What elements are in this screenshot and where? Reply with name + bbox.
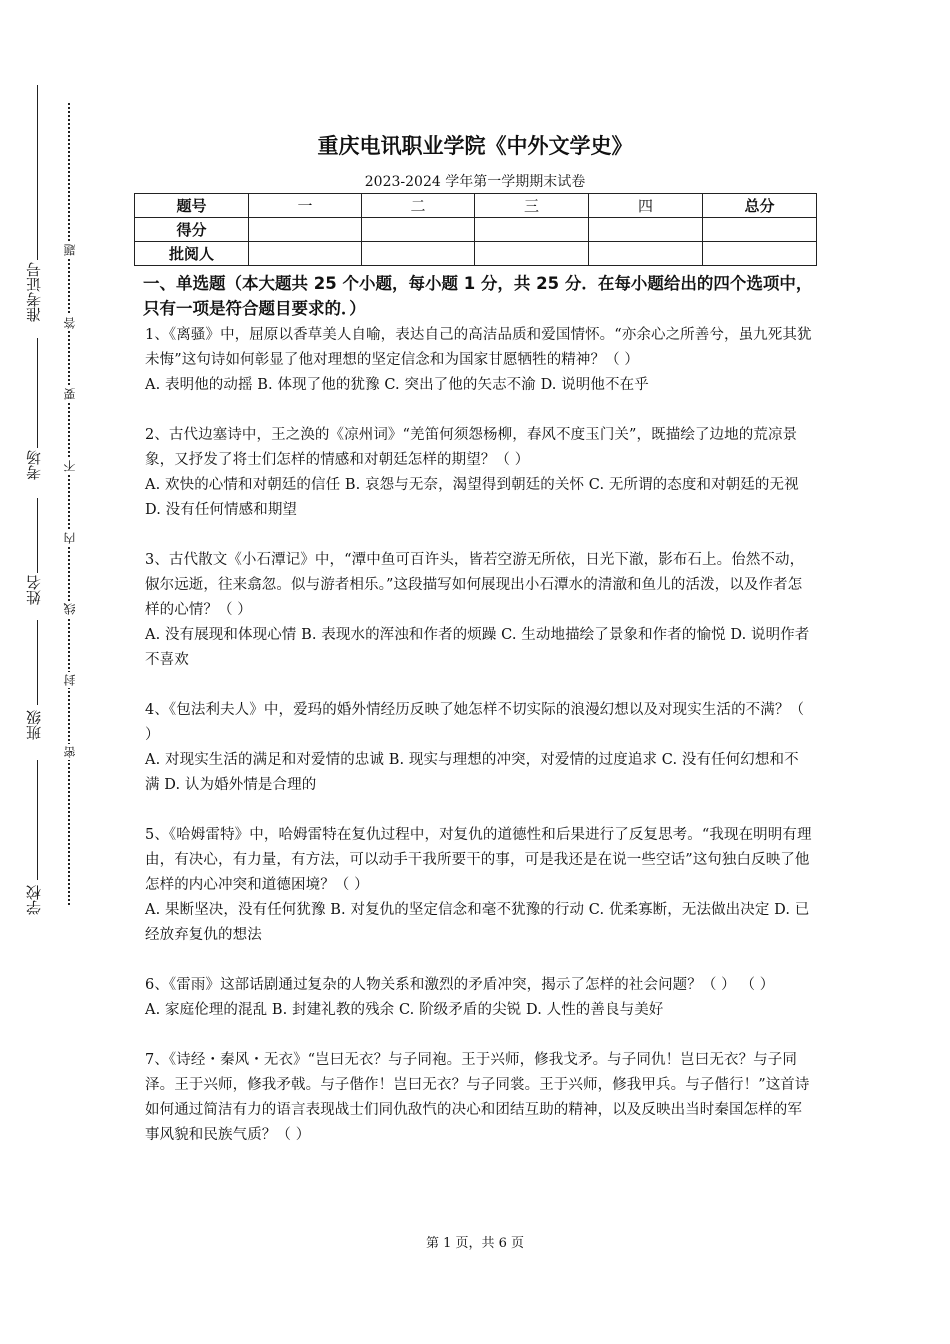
reviewer-row <box>135 242 817 266</box>
class-line[interactable] <box>37 620 38 705</box>
score-cell[interactable] <box>589 218 703 242</box>
question-options: A. 对现实生活的满足和对爱情的忠诚 B. 现实与理想的冲突，对爱情的过度追求 C. 没有任何幻想和不满 D. 认为婚外情是合理的 <box>145 752 799 793</box>
table-header-cell: 总分 <box>703 194 817 218</box>
table-header-cell: 二 <box>362 194 475 218</box>
table-header-cell: 题号 <box>135 194 249 218</box>
score-table-header-row <box>135 194 817 218</box>
question-5 <box>145 823 813 948</box>
seal-char: 线 <box>63 603 77 615</box>
question-area <box>145 271 813 1173</box>
exam-number-label: 准考证号 <box>25 262 43 322</box>
score-cell[interactable] <box>362 218 475 242</box>
question-stem: 6、《雷雨》这部话剧通过复杂的人物关系和激烈的矛盾冲突，揭示了怎样的社会问题？（ ） （ ） <box>145 977 775 993</box>
question-options: A. 家庭伦理的混乱 B. 封建礼教的残余 C. 阶级矛盾的尖锐 D. 人性的善良与美好 <box>145 1002 664 1018</box>
question-options: A. 表明他的动摇 B. 体现了他的犹豫 C. 突出了他的矢志不渝 D. 说明他不在乎 <box>145 377 649 393</box>
exam-room-label: 考场 <box>25 450 43 480</box>
seal-char: 封 <box>63 674 77 686</box>
seal-char: 不 <box>63 460 77 472</box>
exam-subtitle: 2023-2024 学年第一学期期末试卷 <box>364 174 586 190</box>
reviewer-cell[interactable] <box>362 242 475 266</box>
exam-title: 重庆电讯职业学院《中外文学史》 <box>317 134 633 158</box>
question-options: A. 没有展现和体现心情 B. 表现水的浑浊和作者的烦躁 C. 生动地描绘了景象和作者的愉悦 D. 说明作者不喜欢 <box>145 627 810 668</box>
seal-char: 答 <box>63 317 77 329</box>
question-options: A. 果断坚决，没有任何犹豫 B. 对复仇的坚定信念和毫不犹豫的行动 C. 优柔寡断，无法做出决定 D. 已经放弃复仇的想法 <box>145 902 810 943</box>
question-stem: 4、《包法利夫人》中，爱玛的婚外情经历反映了她怎样不切实际的浪漫幻想以及对现实生活的不满？（ ） <box>145 702 805 743</box>
reviewer-cell[interactable] <box>249 242 362 266</box>
school-label: 学校 <box>25 885 43 915</box>
question-2 <box>145 423 813 523</box>
question-stem: 2、古代边塞诗中，王之涣的《凉州词》“羌笛何须怨杨柳，春风不度玉门关”，既描绘了边地的荒凉景象，又抒发了将士们怎样的情感和对朝廷怎样的期望？（ ） <box>145 427 798 468</box>
question-3 <box>145 548 813 673</box>
score-table <box>134 193 817 266</box>
score-cell[interactable] <box>475 218 589 242</box>
question-6 <box>145 973 813 1023</box>
score-cell[interactable] <box>703 218 817 242</box>
table-header-cell: 一 <box>249 194 362 218</box>
question-options: A. 欢快的心情和对朝廷的信任 B. 哀怨与无奈，渴望得到朝廷的关怀 C. 无所谓的态度和对朝廷的无视 D. 没有任何情感和期望 <box>145 477 799 518</box>
reviewer-cell[interactable] <box>475 242 589 266</box>
section-heading: 一、单选题（本大题共 25 个小题，每小题 1 分，共 25 分．在每小题给出的四个选项中，只有一项是符合题目要求的．） <box>143 274 813 318</box>
question-stem: 3、古代散文《小石潭记》中，“潭中鱼可百许头，皆若空游无所依，日光下澈，影布石上。佁然不动，俶尔远逝，往来翕忽。似与游者相乐。”这段描写如何展现出小石潭水的清澈和鱼儿的活泼，以及作者怎样的心情？（ ） <box>145 552 805 618</box>
question-stem: 7、《诗经・秦风・无衣》“岂曰无衣？与子同袍。王于兴师，修我戈矛。与子同仇！岂曰无衣？与子同泽。王于兴师，修我矛戟。与子偕作！岂曰无衣？与子同裳。王于兴师，修我甲兵。与子偕行！”这首诗如何通过简洁有力的语言表现战士们同仇敌忾的决心和团结互助的精神，以及反映出当时秦国怎样的军事风貌和民族气质？（ ） <box>145 1052 810 1143</box>
name-label: 姓名 <box>25 575 43 605</box>
class-label: 班级 <box>25 710 43 740</box>
seal-char: 内 <box>63 532 77 544</box>
score-cell[interactable] <box>249 218 362 242</box>
seal-char: 题 <box>63 244 77 256</box>
binding-margin <box>0 0 130 1344</box>
question-4 <box>145 698 813 798</box>
exam-room-line[interactable] <box>37 338 38 448</box>
name-line[interactable] <box>37 498 38 573</box>
score-row <box>135 218 817 242</box>
seal-char: 密 <box>63 746 77 758</box>
row-label: 得分 <box>135 218 249 242</box>
row-label: 批阅人 <box>135 242 249 266</box>
seal-char: 要 <box>63 388 77 400</box>
table-header-cell: 四 <box>589 194 703 218</box>
reviewer-cell[interactable] <box>589 242 703 266</box>
question-stem: 5、《哈姆雷特》中，哈姆雷特在复仇过程中，对复仇的道德性和后果进行了反复思考。“我现在明明有理由，有决心，有力量，有方法，可以动手干我所要干的事，可是我还是在说一些空话”这句独白反映了他怎样的内心冲突和道德困境？（ ） <box>145 827 812 893</box>
reviewer-cell[interactable] <box>703 242 817 266</box>
seal-dotted-line <box>68 103 70 905</box>
school-line[interactable] <box>37 760 38 880</box>
page-number: 第 1 页，共 6 页 <box>425 1236 525 1251</box>
table-header-cell: 三 <box>475 194 589 218</box>
question-1 <box>145 323 813 398</box>
question-7 <box>145 1048 813 1148</box>
question-stem: 1、《离骚》中，屈原以香草美人自喻，表达自己的高洁品质和爱国情怀。“亦余心之所善兮，虽九死其犹未悔”这句诗如何彰显了他对理想的坚定信念和为国家甘愿牺牲的精神？（ ） <box>145 327 812 368</box>
